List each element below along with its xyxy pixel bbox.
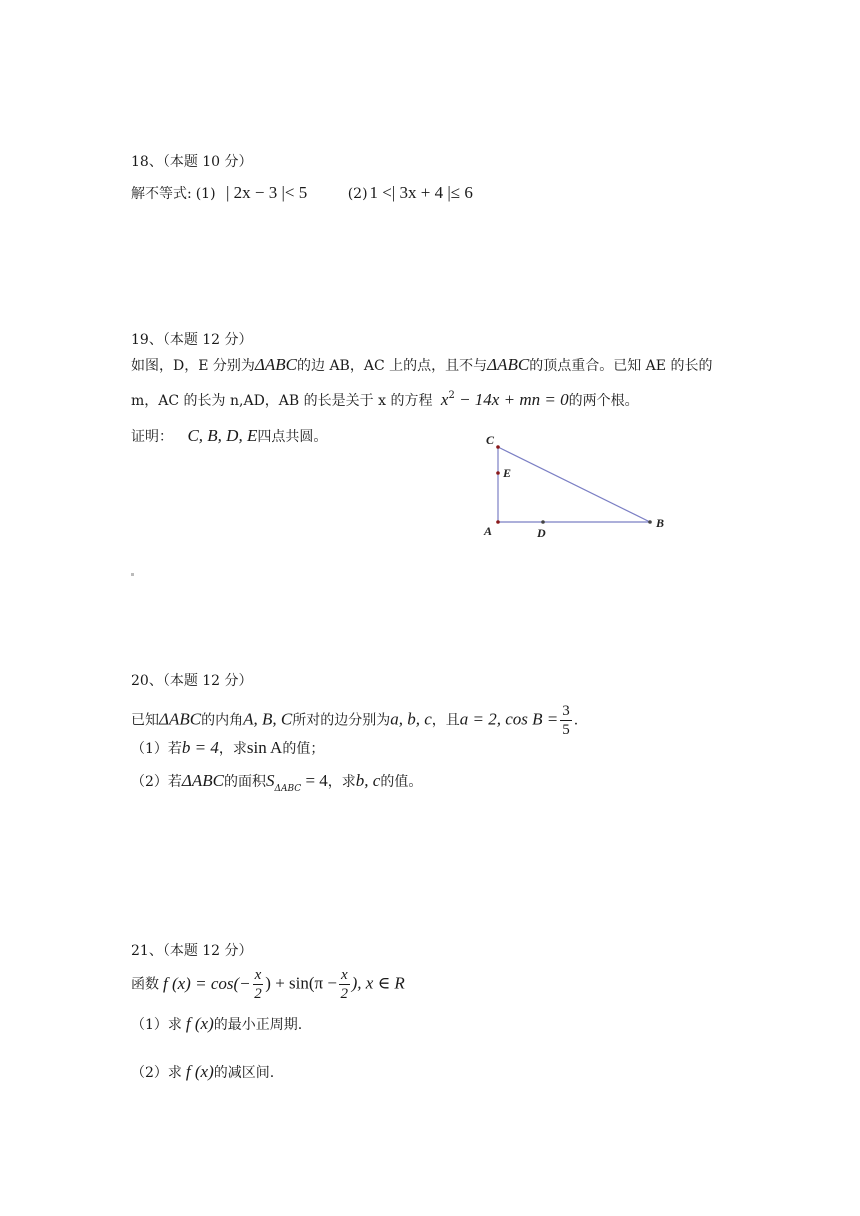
q21-title: 21、（本题 12 分） (131, 943, 253, 959)
stray-mark (131, 573, 134, 576)
q21-part1-label: （1）求 (131, 1017, 182, 1033)
q19-line2 (131, 390, 639, 413)
q20-part1 (131, 738, 324, 759)
q19-triangle-1: ΔABC (254, 355, 297, 374)
q18-intro: 解不等式: (131, 186, 192, 202)
q20-part1-text: ，求 (218, 741, 247, 757)
q18-part1-label: (1) (195, 186, 216, 202)
q19-line3-text: 四点共圆。 (257, 429, 328, 445)
point-C (496, 445, 500, 449)
q20-text-b: 的内角 (201, 712, 244, 729)
q20-area-value: = 4 (301, 771, 328, 790)
q20-area-symbol: S (266, 771, 275, 790)
q20-line1 (131, 702, 579, 738)
q20-part1-end: 的值； (282, 741, 325, 757)
q20-part1-target: sin A (246, 738, 283, 757)
q20-area-subscript: ΔABC (274, 784, 302, 794)
q20-part1-label: （1）若 (131, 741, 182, 757)
q21-part2-label: （2）求 (131, 1065, 182, 1081)
q21-function-a: f (x) = cos(− (163, 973, 251, 993)
label-E: E (503, 466, 512, 480)
label-D: D (537, 526, 546, 540)
q21-part1-function: f (x) (185, 1014, 214, 1033)
q18-title: 18、（本题 10 分） (131, 154, 253, 170)
q19-line1-text-a: 如图，D，E 分别为 (131, 358, 255, 374)
q20-period: . (573, 712, 579, 729)
q19-title: 19、（本题 12 分） (131, 332, 253, 348)
q18-part1-expr: | 2x − 3 |< 5 (226, 183, 308, 202)
q20-part2-target: b, c (355, 771, 381, 790)
q20-fraction-den: 5 (562, 722, 570, 738)
q20-part2-text: 的面积 (224, 774, 267, 790)
q19-proof-label: 证明： (131, 429, 173, 445)
q21-part2 (131, 1062, 274, 1083)
label-A: A (484, 524, 493, 538)
q20-part2-label: （2）若 (131, 774, 182, 790)
q20-fraction-num: 3 (562, 703, 570, 719)
q20-part2-triangle: ΔABC (181, 771, 225, 790)
q20-text-a: 已知 (131, 712, 159, 729)
q19-line2-text-b: 的两个根。 (568, 393, 639, 409)
q21-text-a: 函数 (131, 976, 159, 993)
q21-fraction-1-num: x (254, 967, 262, 983)
q20-part2 (131, 771, 422, 794)
q20-title: 20、（本题 12 分） (131, 673, 253, 689)
q21-part1 (131, 1014, 302, 1035)
q21-part1-text: 的最小正周期. (213, 1017, 303, 1033)
q19-equation: − 14x + mn = 0 (454, 390, 569, 409)
q20-text-d: ，且 (431, 712, 460, 729)
q19-line1 (131, 355, 712, 376)
q19-points: C, B, D, E (187, 426, 258, 445)
point-E (496, 471, 500, 475)
q19-equation-x: x (440, 390, 449, 409)
q20-part2-text2: ，求 (327, 774, 356, 790)
q20-condition: a = 2, cos B = (459, 709, 559, 729)
q19-line1-text-b: 的边 AB，AC 上的点，且不与 (297, 358, 488, 374)
label-C: C (486, 433, 495, 447)
q21-function-c: ), x ∈ R (351, 973, 405, 993)
q20-angles: A, B, C (243, 709, 293, 729)
q18-statement (131, 183, 473, 204)
point-D (541, 520, 545, 524)
q20-part1-condition: b = 4 (181, 738, 219, 757)
q19-triangle-figure (470, 425, 690, 550)
q20-sides: a, b, c (390, 709, 432, 729)
q21-fraction-1-den: 2 (254, 986, 262, 1002)
q19-line2-text-a: m，AC 的长为 n,AD，AB 的长是关于 x 的方程 (131, 393, 433, 409)
q19-triangle-2: ΔABC (487, 355, 530, 374)
q20-text-c: 所对的边分别为 (292, 712, 391, 729)
q21-fraction-2-num: x (340, 967, 348, 983)
q21-part2-function: f (x) (185, 1062, 214, 1081)
q21-fraction-2 (339, 966, 350, 1003)
q20-part2-end: 的值。 (380, 774, 423, 790)
q19-line3 (131, 426, 327, 447)
q21-fraction-2-den: 2 (340, 986, 349, 1002)
side-CB (498, 447, 650, 522)
label-B: B (656, 516, 665, 530)
q20-triangle: ΔABC (159, 709, 202, 729)
point-B (648, 520, 652, 524)
q18-part2-expr: 1 <| 3x + 4 |≤ 6 (369, 183, 473, 202)
q19-equation-exponent: 2 (448, 390, 455, 401)
q19-line1-text-c: 的顶点重合。已知 AE 的长的 (529, 358, 713, 374)
point-A (496, 520, 500, 524)
q18-part2-label: (2) (347, 186, 368, 202)
q21-line1 (131, 966, 405, 1000)
q21-part2-text: 的减区间. (213, 1065, 275, 1081)
q21-fraction-1 (253, 966, 264, 1003)
q21-function-b: ) + sin(π − (265, 973, 337, 993)
q20-fraction (560, 702, 572, 739)
